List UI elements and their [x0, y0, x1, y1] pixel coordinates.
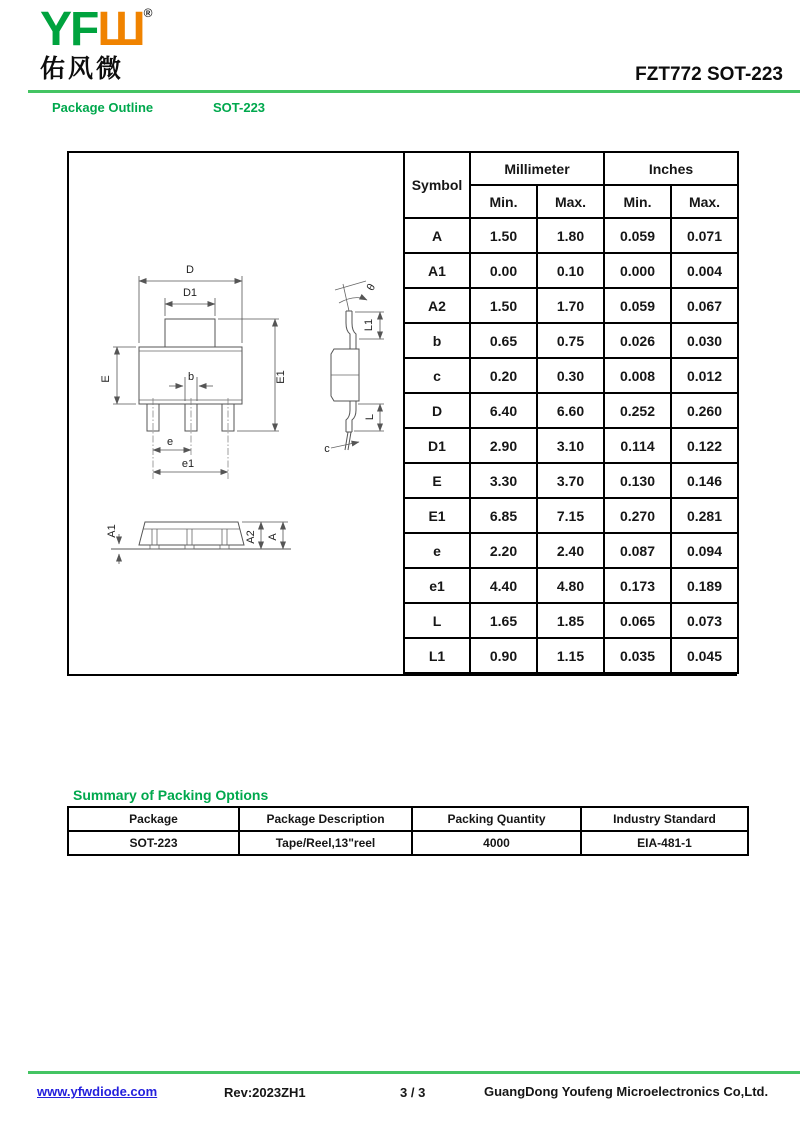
- table-row: [404, 568, 738, 603]
- dim-cell: 0.65: [470, 323, 537, 358]
- dim-cell: 0.073: [671, 603, 738, 638]
- table-row: [404, 638, 738, 673]
- dim-cell: 0.004: [671, 253, 738, 288]
- header-divider: [28, 90, 800, 93]
- dim-label-D: D: [186, 264, 194, 276]
- table-row: [404, 463, 738, 498]
- dim-label-A: A: [267, 533, 279, 541]
- packing-options-heading: Summary of Packing Options: [73, 787, 269, 803]
- table-row: [68, 807, 748, 831]
- dim-cell: 1.15: [537, 638, 604, 673]
- dim-cell: 1.50: [470, 288, 537, 323]
- table-row: [404, 218, 738, 253]
- dim-cell: 3.30: [470, 463, 537, 498]
- dim-cell: 0.173: [604, 568, 671, 603]
- dim-cell: 0.20: [470, 358, 537, 393]
- dim-label-c: c: [324, 443, 330, 455]
- dim-cell-symbol: e: [404, 533, 470, 568]
- dim-cell: 0.094: [671, 533, 738, 568]
- dim-cell-symbol: L: [404, 603, 470, 638]
- dim-cell: 1.85: [537, 603, 604, 638]
- page-title: FZT772 SOT-223: [635, 64, 783, 85]
- side-view: [324, 281, 384, 455]
- packing-header-package: Package: [68, 807, 239, 831]
- logo-wordmark: [40, 3, 153, 56]
- dim-cell: 0.00: [470, 253, 537, 288]
- dim-cell: 0.000: [604, 253, 671, 288]
- logo-chinese-name: 佑风微: [40, 55, 125, 83]
- dim-header-in-max: Max.: [671, 185, 738, 218]
- dim-cell: 0.026: [604, 323, 671, 358]
- dim-cell: 0.114: [604, 428, 671, 463]
- dim-cell-symbol: L1: [404, 638, 470, 673]
- table-row: [404, 428, 738, 463]
- dim-header-symbol: Symbol: [404, 152, 470, 218]
- dim-cell: 0.065: [604, 603, 671, 638]
- table-row: [404, 533, 738, 568]
- registered-mark-icon: ®: [143, 6, 153, 20]
- dim-cell: 7.15: [537, 498, 604, 533]
- dim-cell-symbol: A1: [404, 253, 470, 288]
- dim-cell-symbol: A: [404, 218, 470, 253]
- front-view: [106, 522, 291, 564]
- dim-cell: 1.65: [470, 603, 537, 638]
- dim-cell: 2.20: [470, 533, 537, 568]
- dim-cell: 0.10: [537, 253, 604, 288]
- table-row: [404, 393, 738, 428]
- dim-cell-symbol: c: [404, 358, 470, 393]
- company-name: GuangDong Youfeng Microelectronics Co,Ltd.: [484, 1084, 769, 1099]
- dim-cell: 1.50: [470, 218, 537, 253]
- package-outline-drawing: [69, 153, 405, 673]
- dimension-table: [403, 151, 739, 674]
- company-logo: [40, 3, 153, 83]
- dim-label-b: b: [187, 371, 195, 383]
- page-number: 3 / 3: [400, 1085, 426, 1100]
- dim-cell: 6.85: [470, 498, 537, 533]
- footer-divider: [28, 1071, 800, 1074]
- dim-label-e1: e1: [181, 458, 195, 470]
- dim-cell: 0.059: [604, 218, 671, 253]
- dim-cell-symbol: E: [404, 463, 470, 498]
- table-row: [404, 498, 738, 533]
- dim-cell: 0.071: [671, 218, 738, 253]
- website-link[interactable]: www.yfwdiode.com: [37, 1084, 158, 1099]
- packing-header-standard: Industry Standard: [581, 807, 748, 831]
- packing-header-description: Package Description: [239, 807, 412, 831]
- dim-cell-symbol: E1: [404, 498, 470, 533]
- dim-cell: 2.90: [470, 428, 537, 463]
- dim-cell-symbol: A2: [404, 288, 470, 323]
- dim-cell: 0.030: [671, 323, 738, 358]
- dim-cell: 0.130: [604, 463, 671, 498]
- table-row: [404, 358, 738, 393]
- section-heading-package-outline: Package Outline: [52, 100, 154, 115]
- dim-cell: 0.045: [671, 638, 738, 673]
- dim-cell: 0.122: [671, 428, 738, 463]
- dim-label-E: E: [100, 375, 112, 383]
- revision-label: Rev:2023ZH1: [224, 1085, 306, 1100]
- packing-cell-standard: EIA-481-1: [581, 831, 748, 855]
- dim-cell: 0.260: [671, 393, 738, 428]
- packing-cell-package: SOT-223: [68, 831, 239, 855]
- dim-cell: 0.035: [604, 638, 671, 673]
- dim-cell: 4.40: [470, 568, 537, 603]
- dim-cell: 3.70: [537, 463, 604, 498]
- dim-cell-symbol: D1: [404, 428, 470, 463]
- dim-label-A2: A2: [245, 530, 257, 544]
- packing-options-table: [67, 806, 749, 856]
- table-row: [404, 323, 738, 358]
- dim-cell: 0.059: [604, 288, 671, 323]
- dim-cell: 0.012: [671, 358, 738, 393]
- dim-header-mm-min: Min.: [470, 185, 537, 218]
- table-row: [404, 253, 738, 288]
- dim-cell: 0.281: [671, 498, 738, 533]
- packing-cell-quantity: 4000: [412, 831, 581, 855]
- dim-cell: 6.60: [537, 393, 604, 428]
- dim-cell-symbol: e1: [404, 568, 470, 603]
- dim-label-L1: L1: [363, 318, 375, 332]
- dim-cell: 0.087: [604, 533, 671, 568]
- dim-cell: 0.30: [537, 358, 604, 393]
- table-row: [404, 603, 738, 638]
- logo-yf-text: YF: [40, 3, 98, 56]
- dim-label-A1: A1: [106, 524, 118, 538]
- dim-cell: 1.70: [537, 288, 604, 323]
- dim-label-D1: D1: [182, 287, 198, 299]
- dim-cell: 4.80: [537, 568, 604, 603]
- dim-cell: 0.75: [537, 323, 604, 358]
- top-view: [100, 264, 287, 479]
- dim-header-in-min: Min.: [604, 185, 671, 218]
- packing-header-quantity: Packing Quantity: [412, 807, 581, 831]
- dim-cell: 0.008: [604, 358, 671, 393]
- packing-cell-description: Tape/Reel,13"reel: [239, 831, 412, 855]
- dim-header-mm-max: Max.: [537, 185, 604, 218]
- dim-label-e: e: [166, 436, 174, 448]
- dim-cell: 0.146: [671, 463, 738, 498]
- dim-header-inches: Inches: [604, 152, 738, 185]
- dim-cell: 0.067: [671, 288, 738, 323]
- table-row: [68, 831, 748, 855]
- dim-cell: 0.189: [671, 568, 738, 603]
- dim-cell-symbol: b: [404, 323, 470, 358]
- dim-header-millimeter: Millimeter: [470, 152, 604, 185]
- dim-cell: 1.80: [537, 218, 604, 253]
- dim-cell: 0.90: [470, 638, 537, 673]
- logo-w-glyph: Ш: [97, 3, 144, 56]
- dim-cell: 3.10: [537, 428, 604, 463]
- dim-cell: 0.270: [604, 498, 671, 533]
- dim-cell: 2.40: [537, 533, 604, 568]
- dim-label-theta: θ: [364, 281, 379, 294]
- dim-label-E1: E1: [275, 370, 287, 384]
- table-row: [404, 288, 738, 323]
- table-row: [404, 152, 738, 185]
- dim-label-L: L: [364, 413, 376, 421]
- dim-cell: 0.252: [604, 393, 671, 428]
- dim-cell-symbol: D: [404, 393, 470, 428]
- dim-cell: 6.40: [470, 393, 537, 428]
- section-heading-package-name: SOT-223: [213, 100, 266, 115]
